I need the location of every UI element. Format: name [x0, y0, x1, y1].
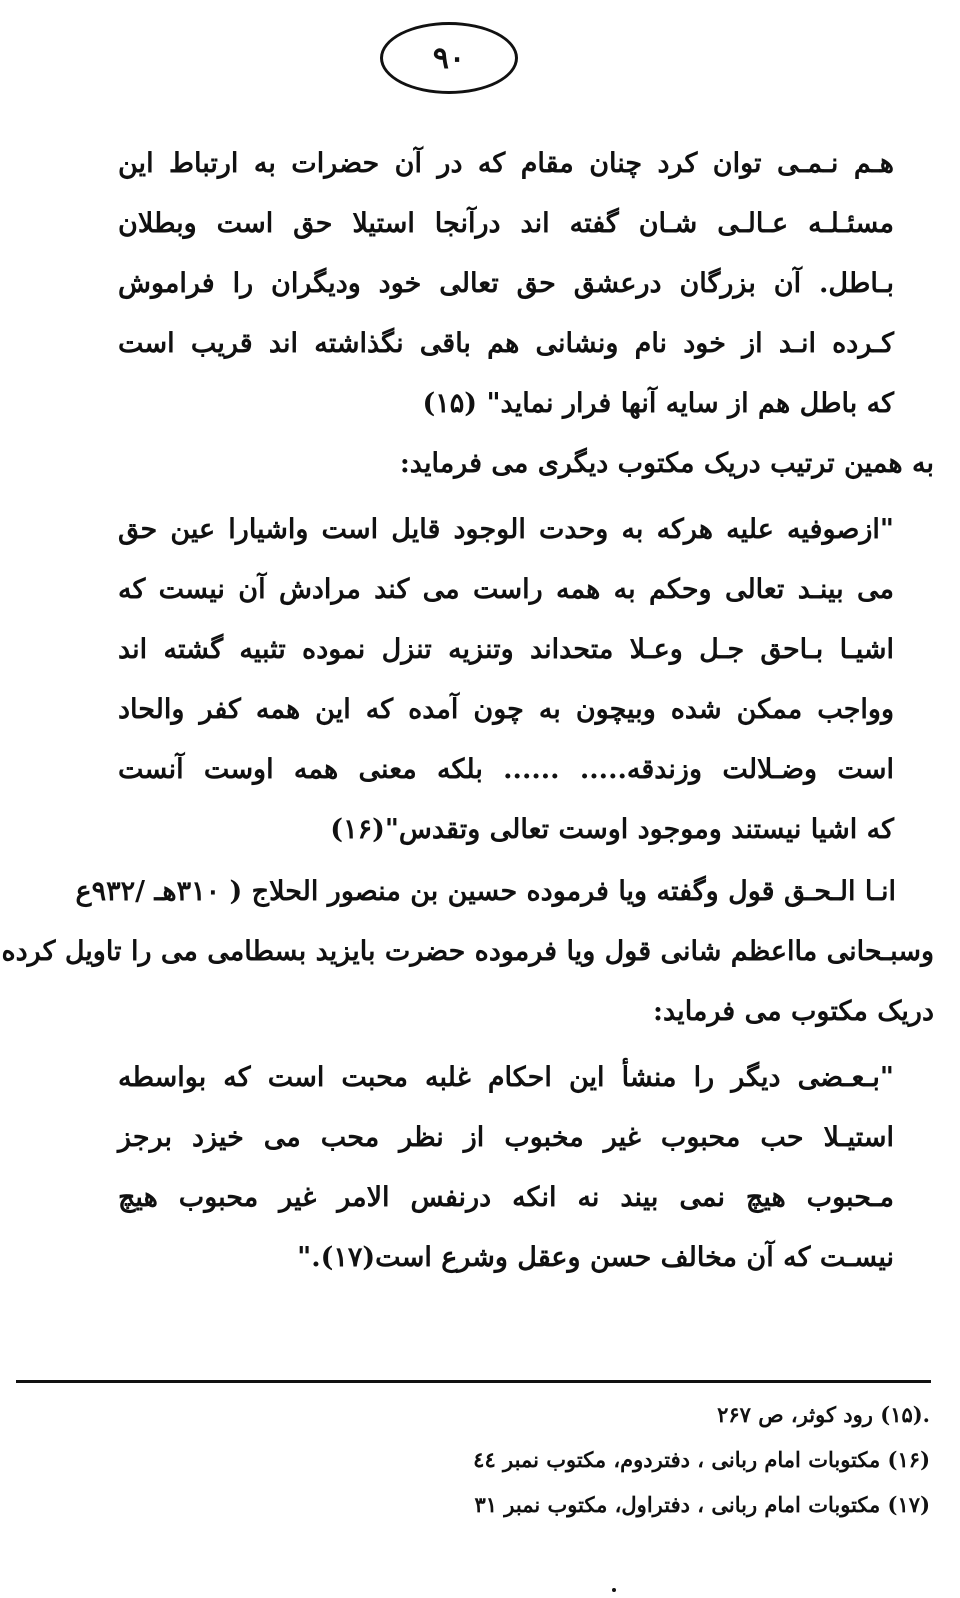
text-line: انـا الـحـق قول وگفته ویا فرموده حسین بن منصور الحلاج ( ۳۱۰هـ /۹۳۲ع	[75, 876, 896, 907]
footnote-divider	[16, 1380, 931, 1383]
text-line: نیسـت که آن مخالف حسن وعقل وشرع است(۱۷)."	[297, 1242, 894, 1273]
text-line: مـحبوب هیچ نمی بیند نه انکه درنفس الامر غیر محبوب هیچ	[118, 1182, 894, 1213]
text-line: "ازصوفیه علیه هرکه به وحدت الوجود قایل است واشیارا عین حق	[118, 514, 894, 545]
text-line: کـرده انـد از خود نام ونشانی هم باقی نگذاشته اند قریب است	[118, 328, 894, 359]
text-line: وسبـحانی مااعظم شانی قول ویا فرموده حضرت بایزید بسطامی می را تاویل کرده	[1, 936, 934, 967]
text-line: اشیـا بـاحق جـل وعـلا متحداند وتنزیه تنزل نموده تثبیه گشته اند	[118, 634, 894, 665]
text-line: که اشیا نیستند وموجود اوست تعالی وتقدس"(۱۶)	[330, 814, 894, 845]
text-line: بـاطل. آن بزرگان درعشق حق تعالی خود ودیگران را فراموش	[118, 268, 894, 299]
footnote: (۱۶) مکتوبات امام ربانی ، دفتردوم، مکتوب نمبر ٤٤	[473, 1447, 930, 1472]
text-line: وواجب ممکن شده وبیچون به چون آمده که این همه کفر والحاد	[118, 694, 894, 725]
text-line: که باطل هم از سایه آنها فرار نماید" (۱۵)	[422, 388, 894, 419]
text-line: استیـلا حب محبوب غیر مخبوب از نظر محب می خیزد برجز	[118, 1122, 894, 1153]
text-line: می بینـد تعالی وحکم به همه راست می کند مرادش آن نیست که	[118, 574, 894, 605]
text-line: است وضـلالت وزندقه..... ...... بلکه معنی همه اوست آنست	[118, 754, 894, 785]
scan-speck	[612, 1588, 616, 1592]
text-line: مسئـلـه عـالـی شـان گفته اند درآنجا استیلا حق است وبطلان	[118, 208, 894, 239]
page-number: ۹۰	[380, 22, 518, 94]
footnote: .(۱۵) رود کوثر، ص ۲۶۷	[717, 1402, 930, 1427]
footnote: (۱۷) مکتوبات امام ربانی ، دفتراول، مکتوب نمبر ۳۱	[474, 1492, 930, 1517]
text-line: به همین ترتیب دریک مکتوب دیگری می فرماید:	[399, 448, 934, 479]
text-line: دریک مکتوب می فرماید:	[653, 996, 934, 1027]
text-line: هـم نـمـی توان کرد چنان مقام که در آن حضرات به ارتباط این	[118, 148, 894, 179]
text-line: "بـعـضی دیگر را منشأ این احکام غلبه محبت است که بواسطه	[118, 1062, 894, 1093]
